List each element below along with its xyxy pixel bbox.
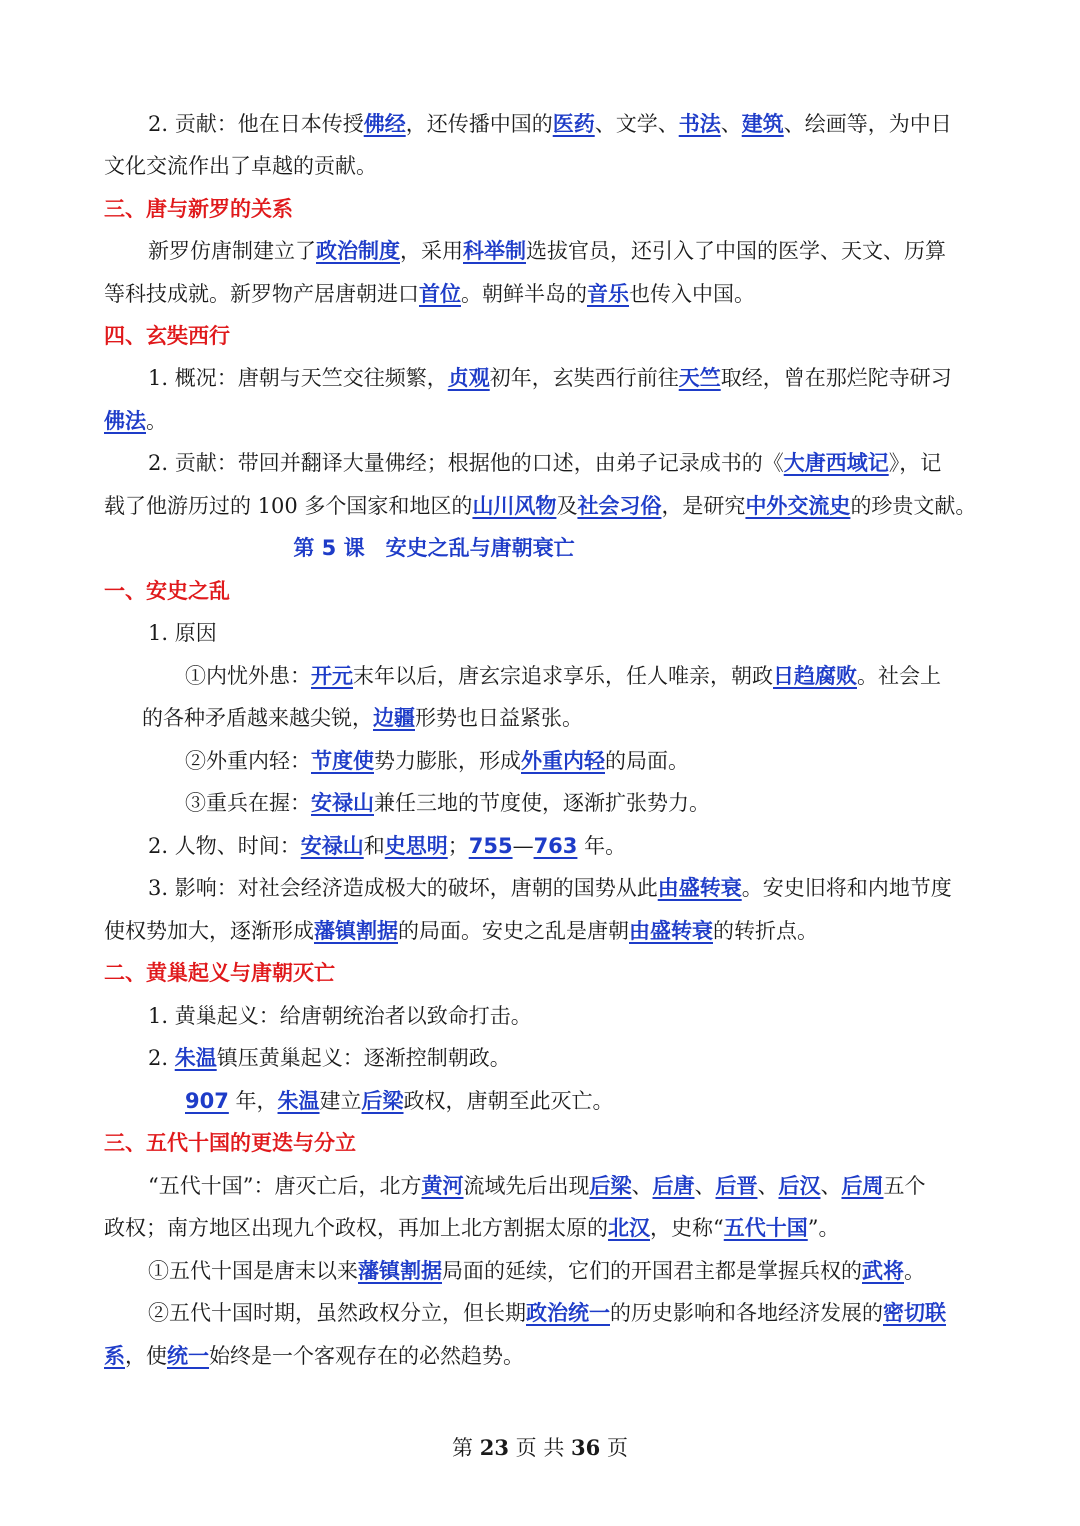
keyword: 大唐西域记 [783,451,889,475]
section-heading [104,575,984,607]
keyword: 天竺 [678,366,721,390]
page-footer [0,1432,1080,1464]
text-span: 二、黄巢起义与唐朝灭亡 [104,961,335,985]
text-span: 、 [631,1174,653,1198]
text-span: 第 5 课 安史之乱与唐朝衰亡 [293,536,575,560]
keyword: 外重内轻 [521,749,605,773]
keyword: 朱温 [277,1089,320,1113]
text-span: 、绘画等，为中日 [783,112,952,136]
text-span: 形势也日益紧张。 [415,706,583,730]
text-span: 政权，唐朝至此灭亡。 [403,1089,614,1113]
text-span: 2. [148,1046,175,1070]
text-line [185,660,1065,692]
keyword: 755 [468,834,513,858]
text-line [148,617,1028,649]
text-span: 兼任三地的节度使，逐渐扩张势力。 [374,791,710,815]
text-span: ； [447,834,469,858]
text-span: 势力膨胀，形成 [374,749,521,773]
text-span: 始终是一个客观存在的必然趋势。 [209,1344,524,1368]
keyword: 建筑 [741,112,784,136]
text-span: 1. 概况：唐朝与天竺交往频繁， [148,366,448,390]
text-span: ，还传播中国的 [405,112,553,136]
text-span: 、文学、 [594,112,679,136]
text-span: ②五代十国时期，虽然政权分立，但长期 [148,1301,526,1325]
text-line [104,915,984,947]
keyword: 密切联 [883,1301,946,1325]
text-span: 五个 [883,1174,926,1198]
section-heading [104,1127,984,1159]
keyword: 山川风物 [472,494,557,518]
text-span: ②外重内轻： [185,749,311,773]
text-span: 镇压黄巢起义：逐渐控制朝政。 [216,1046,511,1070]
keyword: 节度使 [311,749,374,773]
keyword: 后周 [841,1174,884,1198]
text-line [185,1085,1065,1117]
footer-suffix: 页 [606,1436,628,1460]
keyword: 贞观 [447,366,490,390]
text-line [104,490,984,522]
text-span: 2. 人物、时间： [148,834,301,858]
text-span: 也传入中国。 [629,282,755,306]
text-line [148,108,1028,140]
keyword: 政治制度 [316,239,400,263]
text-span: ③重兵在握： [185,791,311,815]
keyword: 五代十国 [723,1216,808,1240]
text-span: “五代十国”：唐灭亡后，北方 [148,1174,422,1198]
keyword: 日趋腐败 [773,664,857,688]
text-span: 一、安史之乱 [104,579,230,603]
keyword: 安禄山 [300,834,364,858]
text-span: 年， [228,1089,278,1113]
section-heading [104,320,984,352]
total-page-number: 36 [571,1435,601,1460]
keyword: 907 [185,1089,229,1113]
text-line [185,787,1065,819]
text-span: 、 [694,1174,716,1198]
keyword: 后唐 [652,1174,695,1198]
text-span: 载了他游历过的 100 多个国家和地区的 [104,494,473,518]
text-line [148,235,1028,267]
text-span: 的局面。安史之乱是唐朝 [398,919,629,943]
text-line [148,1000,1028,1032]
text-span: 、 [757,1174,779,1198]
text-span: 1. 黄巢起义：给唐朝统治者以致命打击。 [148,1004,532,1028]
keyword: 黄河 [421,1174,464,1198]
text-line [148,1042,1028,1074]
text-span: 末年以后，唐玄宗追求享乐，任人唯亲，朝政 [353,664,773,688]
text-span: 。 [146,409,167,433]
text-span: ，使 [125,1344,167,1368]
keyword: 医药 [552,112,595,136]
text-span: 2. 贡献：带回并翻译大量佛经；根据他的口述，由弟子记录成书的《 [148,451,784,475]
text-span: 的局面。 [605,749,689,773]
keyword: 科举制 [463,239,526,263]
text-span: 。社会上 [857,664,941,688]
keyword: 统一 [167,1344,209,1368]
keyword: 中外交流史 [745,494,851,518]
text-line [104,278,984,310]
text-line [185,745,1065,777]
keyword: 藩镇割据 [314,919,398,943]
text-span: 的珍贵文献。 [850,494,977,518]
current-page-number: 23 [479,1435,509,1460]
text-span: 新罗仿唐制建立了 [148,239,316,263]
text-span: 文化交流作出了卓越的贡献。 [104,154,377,178]
text-span: 、 [720,112,742,136]
text-span: 等科技成就。新罗物产居唐朝进口 [104,282,419,306]
text-span: 的各种矛盾越来越尖锐， [142,706,373,730]
text-span: 初年，玄奘西行前往 [489,366,679,390]
keyword: 后梁 [361,1089,404,1113]
text-line [148,830,1028,862]
keyword: 开元 [311,664,353,688]
keyword: 由盛转衰 [629,919,713,943]
keyword: 音乐 [587,282,629,306]
text-span: ①五代十国是唐末以来 [148,1259,358,1283]
text-span: 3. 影响：对社会经济造成极大的破坏，唐朝的国势从此 [148,876,658,900]
text-line [104,150,984,182]
text-line [104,1340,984,1372]
text-line [148,447,1028,479]
text-span: 局面的延续，它们的开国君主都是掌握兵权的 [442,1259,862,1283]
text-line [142,702,1022,734]
text-span: 的转折点。 [713,919,818,943]
keyword: 后晋 [715,1174,758,1198]
text-span: 三、唐与新罗的关系 [104,197,293,221]
text-span: 。朝鲜半岛的 [461,282,587,306]
text-line [148,362,1028,394]
keyword: 朱温 [174,1046,217,1070]
text-line [148,1170,1028,1202]
text-line [148,872,1028,904]
text-span: 选拔官员，还引入了中国的医学、天文、历算 [526,239,946,263]
text-line [148,1297,1028,1329]
text-span: ”。 [807,1216,840,1240]
text-line [104,405,984,437]
keyword: 佛法 [104,409,146,433]
text-span: — [512,834,534,858]
footer-prefix: 第 [452,1436,474,1460]
keyword: 武将 [862,1259,904,1283]
keyword: 系 [104,1344,125,1368]
keyword: 后梁 [589,1174,632,1198]
footer-middle: 页 共 [515,1436,565,1460]
text-span: 三、五代十国的更迭与分立 [104,1131,356,1155]
text-span: 。安史旧将和内地节度 [741,876,952,900]
text-span: 政权；南方地区出现九个政权，再加上北方割据太原的 [104,1216,608,1240]
text-span: 2. 贡献：他在日本传授 [148,112,364,136]
text-span: 四、玄奘西行 [104,324,230,348]
keyword: 史思明 [384,834,448,858]
text-span: 和 [363,834,385,858]
text-span: 1. 原因 [148,621,217,645]
text-span: 使权势加大，逐渐形成 [104,919,314,943]
text-span: 年。 [577,834,627,858]
keyword: 后汉 [778,1174,821,1198]
text-line [104,1212,984,1244]
section-heading [104,193,984,225]
keyword: 藩镇割据 [358,1259,442,1283]
text-span: 、 [820,1174,842,1198]
keyword: 边疆 [373,706,415,730]
keyword: 首位 [419,282,461,306]
text-span: ，史称“ [650,1216,724,1240]
keyword: 书法 [678,112,721,136]
keyword: 763 [533,834,578,858]
keyword: 由盛转衰 [657,876,742,900]
text-span: 取经，曾在那烂陀寺研习 [720,366,952,390]
text-span: 建立 [319,1089,362,1113]
text-span: 。 [904,1259,925,1283]
keyword: 佛经 [363,112,406,136]
text-span: 的历史影响和各地经济发展的 [610,1301,883,1325]
keyword: 安禄山 [311,791,374,815]
text-line [148,1255,1028,1287]
text-span: 及 [556,494,578,518]
keyword: 政治统一 [526,1301,610,1325]
keyword: 北汉 [608,1216,650,1240]
lesson-title [104,532,764,564]
section-heading [104,957,984,989]
keyword: 社会习俗 [577,494,662,518]
text-span: 流域先后出现 [463,1174,590,1198]
text-span: ，是研究 [661,494,746,518]
text-span: 》，记 [888,451,942,475]
text-span: ，采用 [400,239,463,263]
text-span: ①内忧外患： [185,664,311,688]
